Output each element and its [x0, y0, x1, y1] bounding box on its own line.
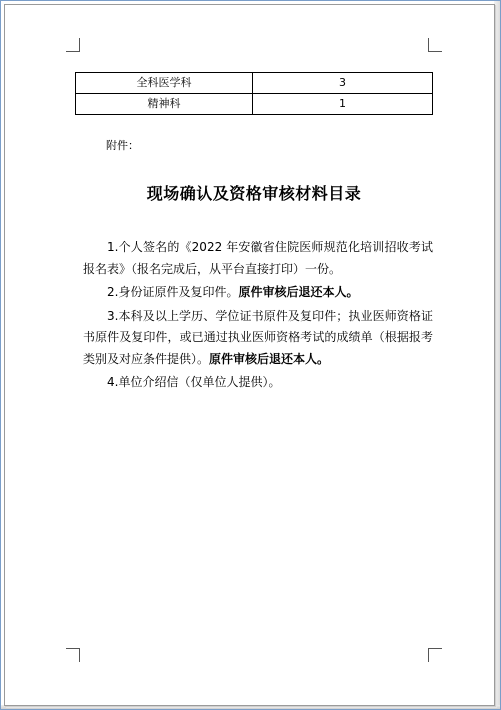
list-item-2 [83, 282, 433, 304]
item-4-text: 4.单位介绍信（仅单位人提供）。 [107, 375, 281, 389]
document-body [83, 237, 433, 396]
table-row [76, 94, 433, 115]
table-cell-department: 全科医学科 [76, 73, 253, 94]
item-1-text: 1.个人签名的《2022 年安徽省住院医师规范化培训招收考试报名表》（报名完成后，从平台直接打印）一份。 [83, 240, 433, 276]
item-2-text: 2.身份证原件及复印件。 [107, 285, 239, 299]
table-row [76, 73, 433, 94]
list-item-4 [83, 372, 433, 394]
list-item-1 [83, 237, 433, 280]
crop-mark-bottom-left-v [79, 648, 80, 662]
crop-mark-bottom-left-h [66, 648, 80, 649]
crop-mark-bottom-right-h [428, 648, 442, 649]
item-3-bold-note: 原件审核后退还本人。 [209, 351, 330, 366]
table-cell-count: 3 [253, 73, 433, 94]
attachment-label: 附件： [106, 139, 139, 152]
item-2-bold-note: 原件审核后退还本人。 [238, 285, 359, 299]
quota-table [75, 72, 433, 115]
list-item-3 [83, 306, 433, 371]
item-3-text: 3.本科及以上学历、学位证书原件及复印件；执业医师资格证书原件及复印件，或已通过执业医师资格考试的成绩单（根据报考类别及对应条件提供）。 [83, 308, 433, 366]
document-page [4, 4, 495, 706]
crop-mark-top-left-v [79, 38, 80, 52]
page-title: 现场确认及资格审核材料目录 [146, 184, 362, 203]
crop-mark-top-right-v [428, 38, 429, 52]
crop-mark-bottom-right-v [428, 648, 429, 662]
crop-mark-top-left-h [66, 51, 80, 52]
crop-mark-top-right-h [428, 51, 442, 52]
table-cell-department: 精神科 [76, 94, 253, 115]
table-cell-count: 1 [253, 94, 433, 115]
